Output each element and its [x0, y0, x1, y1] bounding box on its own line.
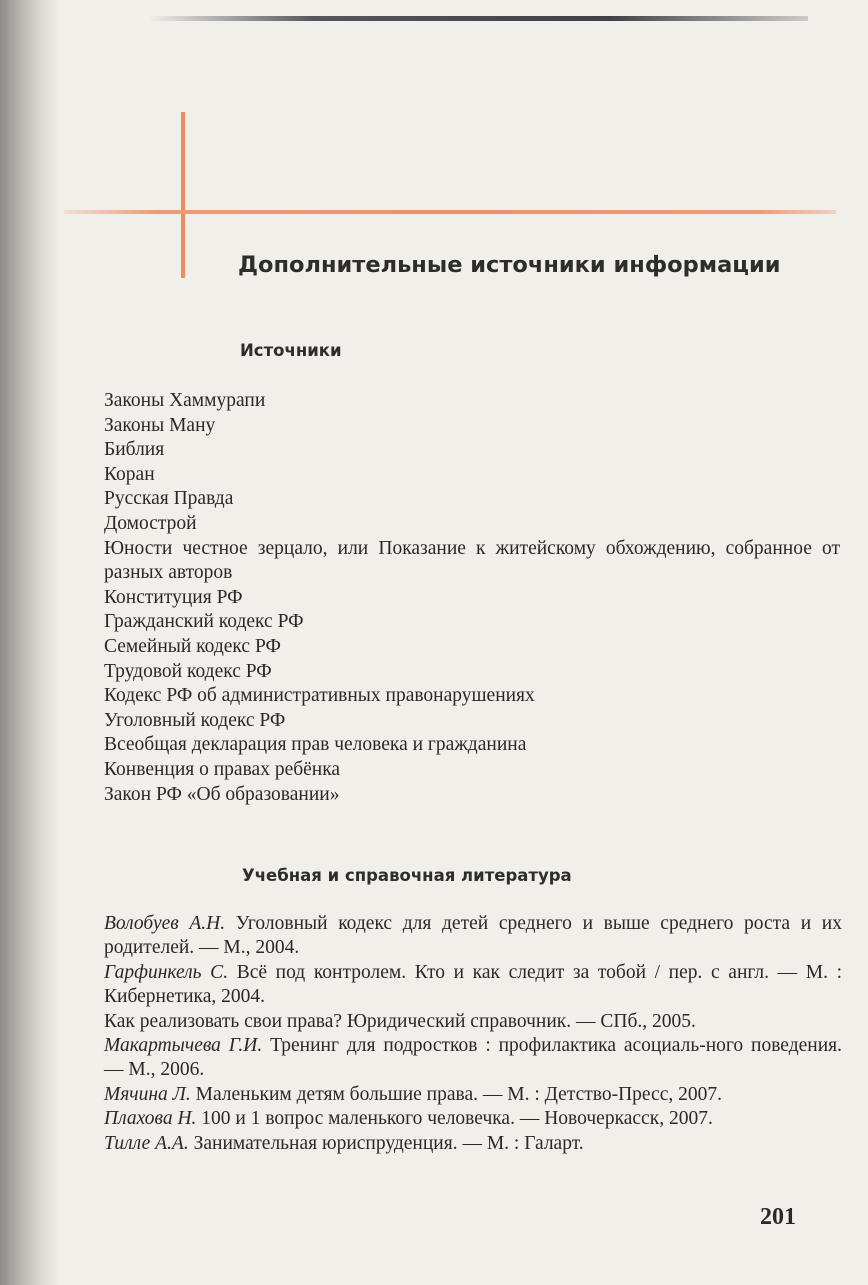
list-item: Библия: [104, 439, 165, 461]
list-item: Законы Хаммурапи: [104, 390, 266, 411]
author-name: Гарфинкель С.: [104, 961, 229, 983]
author-name: Плахова Н.: [104, 1108, 197, 1130]
sources-list: [104, 389, 840, 807]
sources-heading: Источники: [240, 341, 342, 360]
list-item: [104, 1107, 842, 1131]
reference-text: Как реализовать свои права? Юридический справочник. — СПб., 2005.: [104, 1010, 696, 1032]
list-item: Конвенция о правах ребёнка: [104, 758, 341, 780]
author-name: Тилле А.А.: [104, 1132, 189, 1154]
list-item: Семейный кодекс РФ: [104, 635, 281, 657]
decorative-horizontal-line: [64, 210, 836, 214]
reference-text: Маленьким детям большие права. — М. : Детство-Пресс, 2007.: [190, 1083, 722, 1105]
page-number: 201: [760, 1204, 796, 1230]
list-item: [104, 1034, 842, 1083]
top-rule: [148, 16, 808, 21]
author-name: Волобуев А.Н.: [104, 913, 226, 934]
reference-text: 100 и 1 вопрос маленького человечка. — Новочеркасск, 2007.: [196, 1108, 713, 1130]
list-item: Законы Ману: [104, 414, 216, 436]
list-item: Гражданский кодекс РФ: [104, 611, 304, 633]
list-item: Уголовный кодекс РФ: [104, 709, 286, 731]
list-item: Юности честное зерцало, или Показание к житейскому обхождению, собранное от разных авторов: [104, 537, 840, 584]
list-item: Русская Правда: [104, 488, 234, 510]
list-item: [104, 912, 842, 961]
decorative-vertical-line: [181, 112, 185, 278]
list-item: Кодекс РФ об административных правонарушениях: [104, 685, 535, 707]
literature-list: [104, 912, 842, 1156]
reference-text: Всё под контролем. Кто и как следит за тобой / пер. с англ. — М. : Кибернетика, 2004.: [104, 961, 842, 1008]
list-item: [104, 1083, 842, 1107]
list-item: Закон РФ «Об образовании»: [104, 783, 340, 805]
list-item: Домострой: [104, 512, 197, 534]
list-item: Конституция РФ: [104, 586, 243, 608]
author-name: Мячина Л.: [104, 1083, 191, 1105]
scan-shadow: [0, 0, 60, 1285]
list-item: [104, 1010, 842, 1034]
reference-text: Занимательная юриспруденция. — М. : Галарт.: [188, 1132, 584, 1154]
literature-heading: Учебная и справочная литература: [242, 866, 572, 885]
list-item: Трудовой кодекс РФ: [104, 660, 272, 682]
list-item: [104, 1132, 842, 1156]
reference-text: Тренинг для подростков : профилактика асоциаль-ного поведения. — М., 2006.: [104, 1035, 842, 1081]
list-item: Коран: [104, 463, 155, 485]
reference-text: Уголовный кодекс для детей среднего и выше среднего роста и их родителей. — М., 2004.: [104, 913, 842, 959]
author-name: Макартычева Г.И.: [104, 1035, 263, 1057]
page-title: Дополнительные источники информации: [238, 252, 781, 278]
list-item: [104, 961, 842, 1010]
list-item: Всеобщая декларация прав человека и гражданина: [104, 734, 527, 756]
